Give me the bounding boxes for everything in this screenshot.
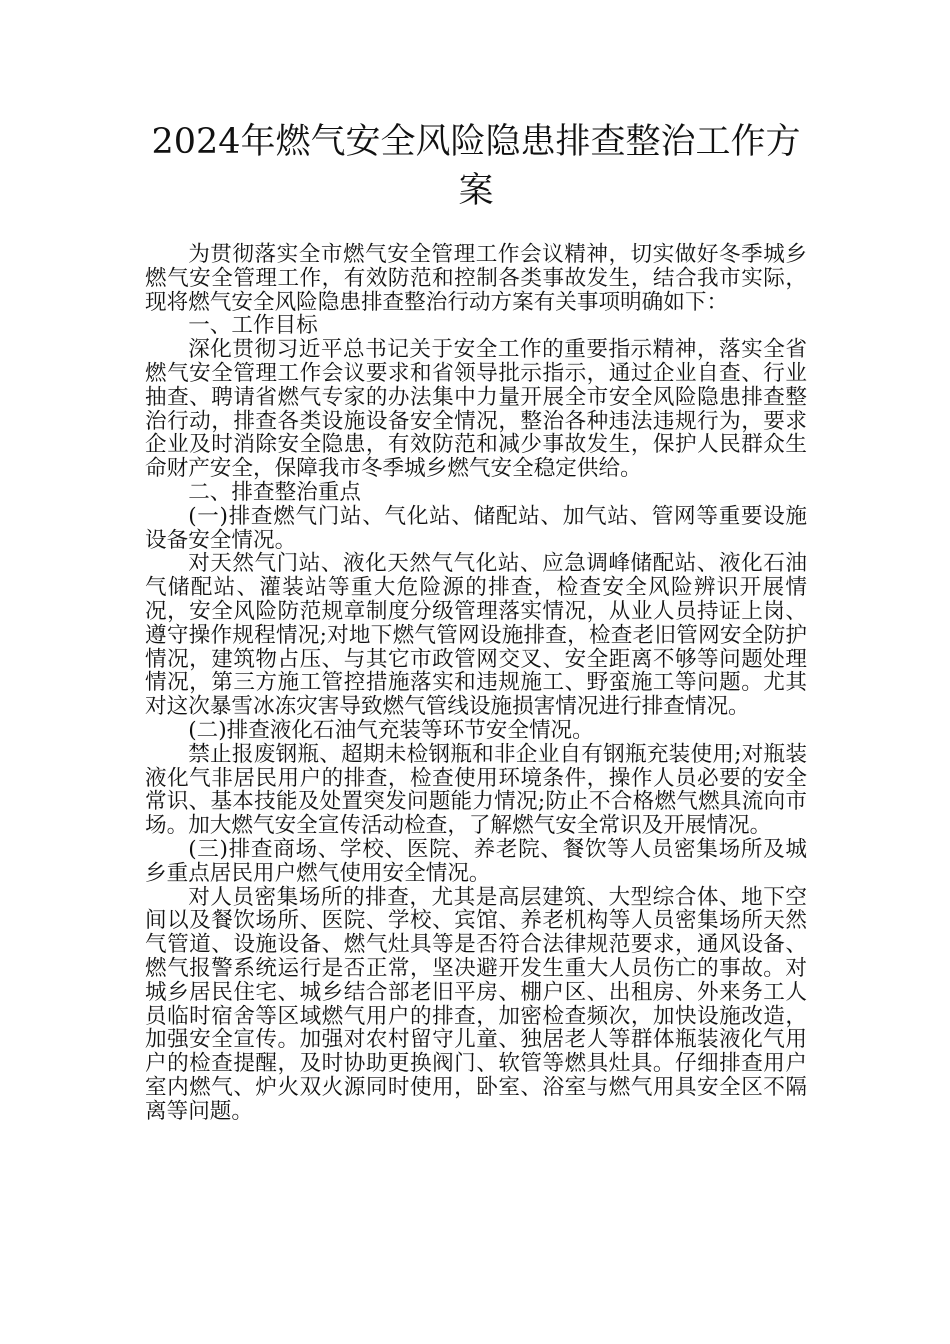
paragraph-item-2: 禁止报废钢瓶、超期未检钢瓶和非企业自有钢瓶充装使用;对瓶装液化气非居民用户的排查，检查使用环境条件，操作人员必要的安全常识、基本技能及处置突发问题能力情况;防止不合格燃气燃具流向市场。加大燃气安全宣传活动检查，了解燃气安全常识及开展情况。 (145, 741, 807, 839)
paragraph-intro: 为贯彻落实全市燃气安全管理工作会议精神，切实做好冬季城乡燃气安全管理工作，有效防范和控制各类事故发生，结合我市实际，现将燃气安全风险隐患排查整治行动方案有关事项明确如下： (145, 242, 807, 315)
document-title: 2024年燃气安全风险隐患排查整治工作方案 (151, 122, 801, 211)
paragraph-work-goal: 深化贯彻习近平总书记关于安全工作的重要指示精神，落实全省燃气安全管理工作会议要求和省领导批示指示，通过企业自查、行业抽查、聘请省燃气专家的办法集中力量开展全市安全风险隐患排查整治行动，排查各类设施设备安全情况，整治各种违法违规行为，要求企业及时消除安全隐患，有效防范和减少事故发生，保护人民群众生命财产安全，保障我市冬季城乡燃气安全稳定供给。 (145, 337, 807, 482)
heading-inspection-focus: 二、排查整治重点 (188, 479, 361, 505)
heading-work-goal: 一、工作目标 (188, 313, 318, 339)
subheading-item-2: (二)排查液化石油气充装等环节安全情况。 (188, 717, 594, 743)
subheading-item-3: (三)排查商场、学校、医院、养老院、餐饮等人员密集场所及城乡重点居民用户燃气使用安全情况。 (145, 836, 807, 886)
paragraph-item-3: 对人员密集场所的排查，尤其是高层建筑、大型综合体、地下空间以及餐饮场所、医院、学校、宾馆、养老机构等人员密集场所天然气管道、设施设备、燃气灶具等是否符合法律规范要求，通风设备、燃气报警系统运行是否正常，坚决避开发生重大人员伤亡的事故。对城乡居民住宅、城乡结合部老旧平房、棚户区、出租房、外来务工人员临时宿舍等区域燃气用户的排查，加密检查频次，加快设施改造，加强安全宣传。加强对农村留守儿童、独居老人等群体瓶装液化气用户的检查提醒，及时协助更换阀门、软管等燃具灶具。仔细排查用户室内燃气、炉火双火源同时使用，卧室、浴室与燃气用具安全区不隔离等问题。 (145, 884, 807, 1124)
document-body (145, 243, 807, 1123)
subheading-item-1: (一)排查燃气门站、气化站、储配站、加气站、管网等重要设施设备安全情况。 (145, 503, 807, 553)
paragraph-item-1: 对天然气门站、液化天然气气化站、应急调峰储配站、液化石油气储配站、灌装站等重大危险源的排查，检查安全风险辨识开展情况，安全风险防范规章制度分级管理落实情况，从业人员持证上岗、遵守操作规程情况;对地下燃气管网设施排查，检查老旧管网安全防护情况，建筑物占压、与其它市政管网交叉、安全距离不够等问题处理情况，第三方施工管控措施落实和违规施工、野蛮施工等问题。尤其对这次暴雪冰冻灾害导致燃气管线设施损害情况进行排查情况。 (145, 551, 807, 720)
document-page (145, 118, 807, 1123)
